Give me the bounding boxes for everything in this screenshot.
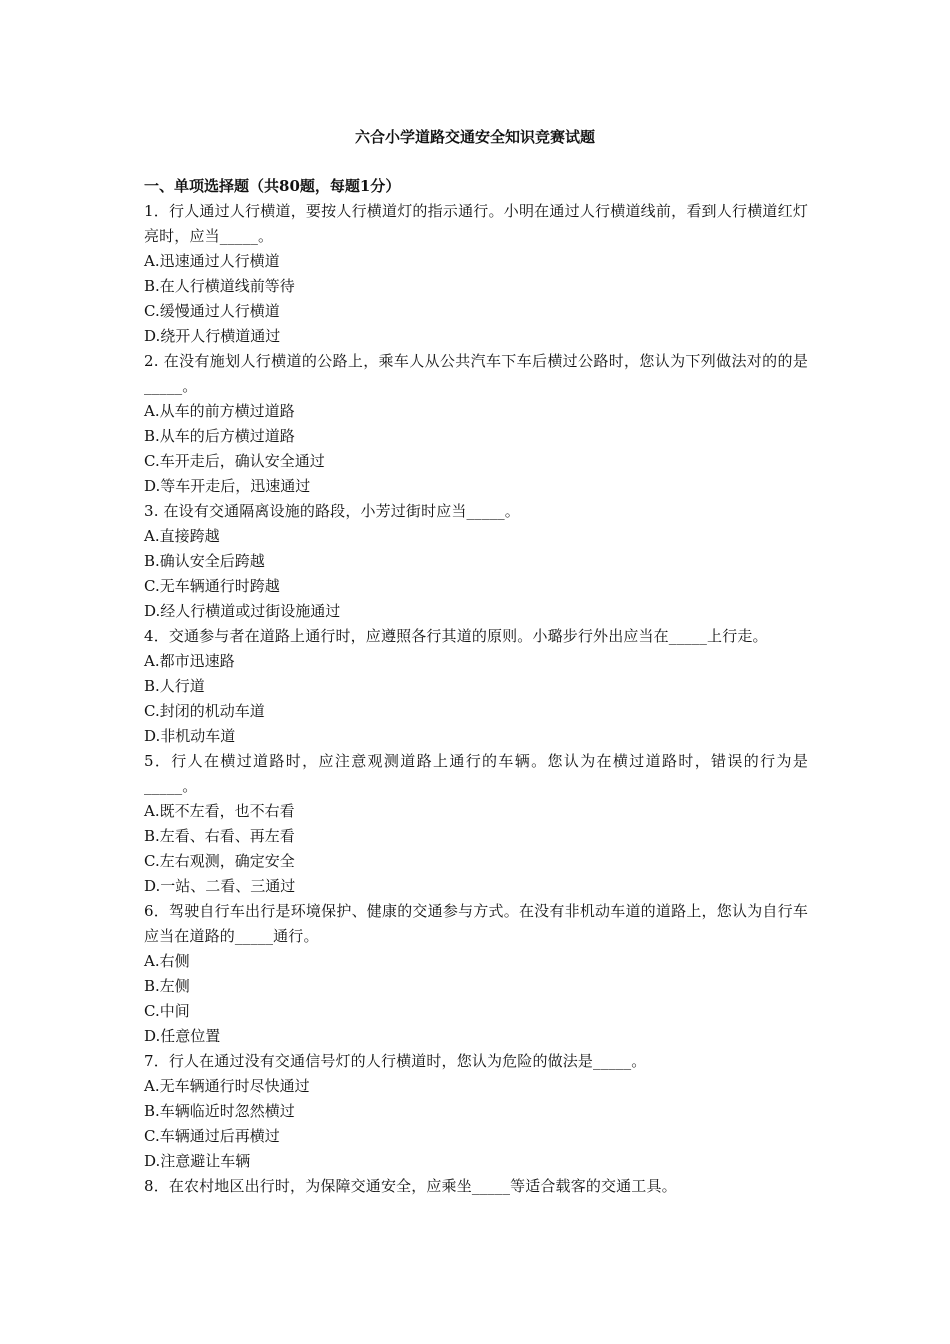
option-d: D.注意避让车辆 — [144, 1152, 251, 1170]
option-c: C.无车辆通行时跨越 — [144, 577, 280, 595]
option-d: D.任意位置 — [144, 1027, 221, 1045]
option-c: C.车辆通过后再横过 — [144, 1127, 280, 1145]
option-a: A.既不左看，也不右看 — [144, 802, 295, 820]
document-body — [144, 174, 808, 1199]
question-3 — [144, 499, 808, 624]
option-b: B.从车的后方横过道路 — [144, 427, 295, 445]
option-d: D.经人行横道或过街设施通过 — [144, 602, 341, 620]
question-text: 3. 在设有交通隔离设施的路段，小芳过街时应当_____。 — [144, 502, 520, 520]
question-8 — [144, 1174, 808, 1199]
question-text: 4．交通参与者在道路上通行时，应遵照各行其道的原则。小璐步行外出应当在_____上行走。 — [144, 627, 768, 645]
option-b: B.在人行横道线前等待 — [144, 277, 295, 295]
option-a: A.迅速通过人行横道 — [144, 252, 280, 270]
option-a: A.都市迅速路 — [144, 652, 235, 670]
option-c: C.缓慢通过人行横道 — [144, 302, 280, 320]
option-b: B.左侧 — [144, 977, 190, 995]
question-1 — [144, 199, 808, 349]
option-a: A.从车的前方横过道路 — [144, 402, 295, 420]
option-b: B.确认安全后跨越 — [144, 552, 265, 570]
question-6 — [144, 899, 808, 1049]
document-title: 六合小学道路交通安全知识竞赛试题 — [354, 128, 595, 146]
option-d: D.绕开人行横道通过 — [144, 327, 281, 345]
option-a: A.无车辆通行时尽快通过 — [144, 1077, 310, 1095]
question-text: 8．在农村地区出行时，为保障交通安全，应乘坐_____等适合载客的交通工具。 — [144, 1177, 677, 1195]
option-c: C.车开走后，确认安全通过 — [144, 452, 325, 470]
option-d: D.非机动车道 — [144, 727, 236, 745]
question-text: 7．行人在通过没有交通信号灯的人行横道时，您认为危险的做法是_____。 — [144, 1052, 647, 1070]
option-d: D.一站、二看、三通过 — [144, 877, 296, 895]
option-c: C.中间 — [144, 1002, 190, 1020]
section-title: 一、单项选择题（共80题，每题1分） — [144, 177, 401, 195]
option-c: C.左右观测，确定安全 — [144, 852, 295, 870]
question-text: 1．行人通过人行横道，要按人行横道灯的指示通行。小明在通过人行横道线前，看到人行横道红灯亮时，应当_____。 — [144, 202, 808, 245]
option-b: B.车辆临近时忽然横过 — [144, 1102, 295, 1120]
question-text: 6．驾驶自行车出行是环境保护、健康的交通参与方式。在没有非机动车道的道路上，您认为自行车应当在道路的_____通行。 — [144, 902, 808, 945]
option-a: A.直接跨越 — [144, 527, 220, 545]
option-b: B.人行道 — [144, 677, 205, 695]
question-text: 2. 在没有施划人行横道的公路上，乘车人从公共汽车下车后横过公路时，您认为下列做法对的的是_____。 — [144, 352, 808, 395]
option-c: C.封闭的机动车道 — [144, 702, 265, 720]
question-5 — [144, 749, 808, 899]
question-4 — [144, 624, 808, 749]
option-a: A.右侧 — [144, 952, 190, 970]
question-text: 5．行人在横过道路时，应注意观测道路上通行的车辆。您认为在横过道路时，错误的行为是_____。 — [144, 752, 808, 795]
question-2 — [144, 349, 808, 499]
option-d: D.等车开走后，迅速通过 — [144, 477, 311, 495]
question-7 — [144, 1049, 808, 1174]
option-b: B.左看、右看、再左看 — [144, 827, 295, 845]
